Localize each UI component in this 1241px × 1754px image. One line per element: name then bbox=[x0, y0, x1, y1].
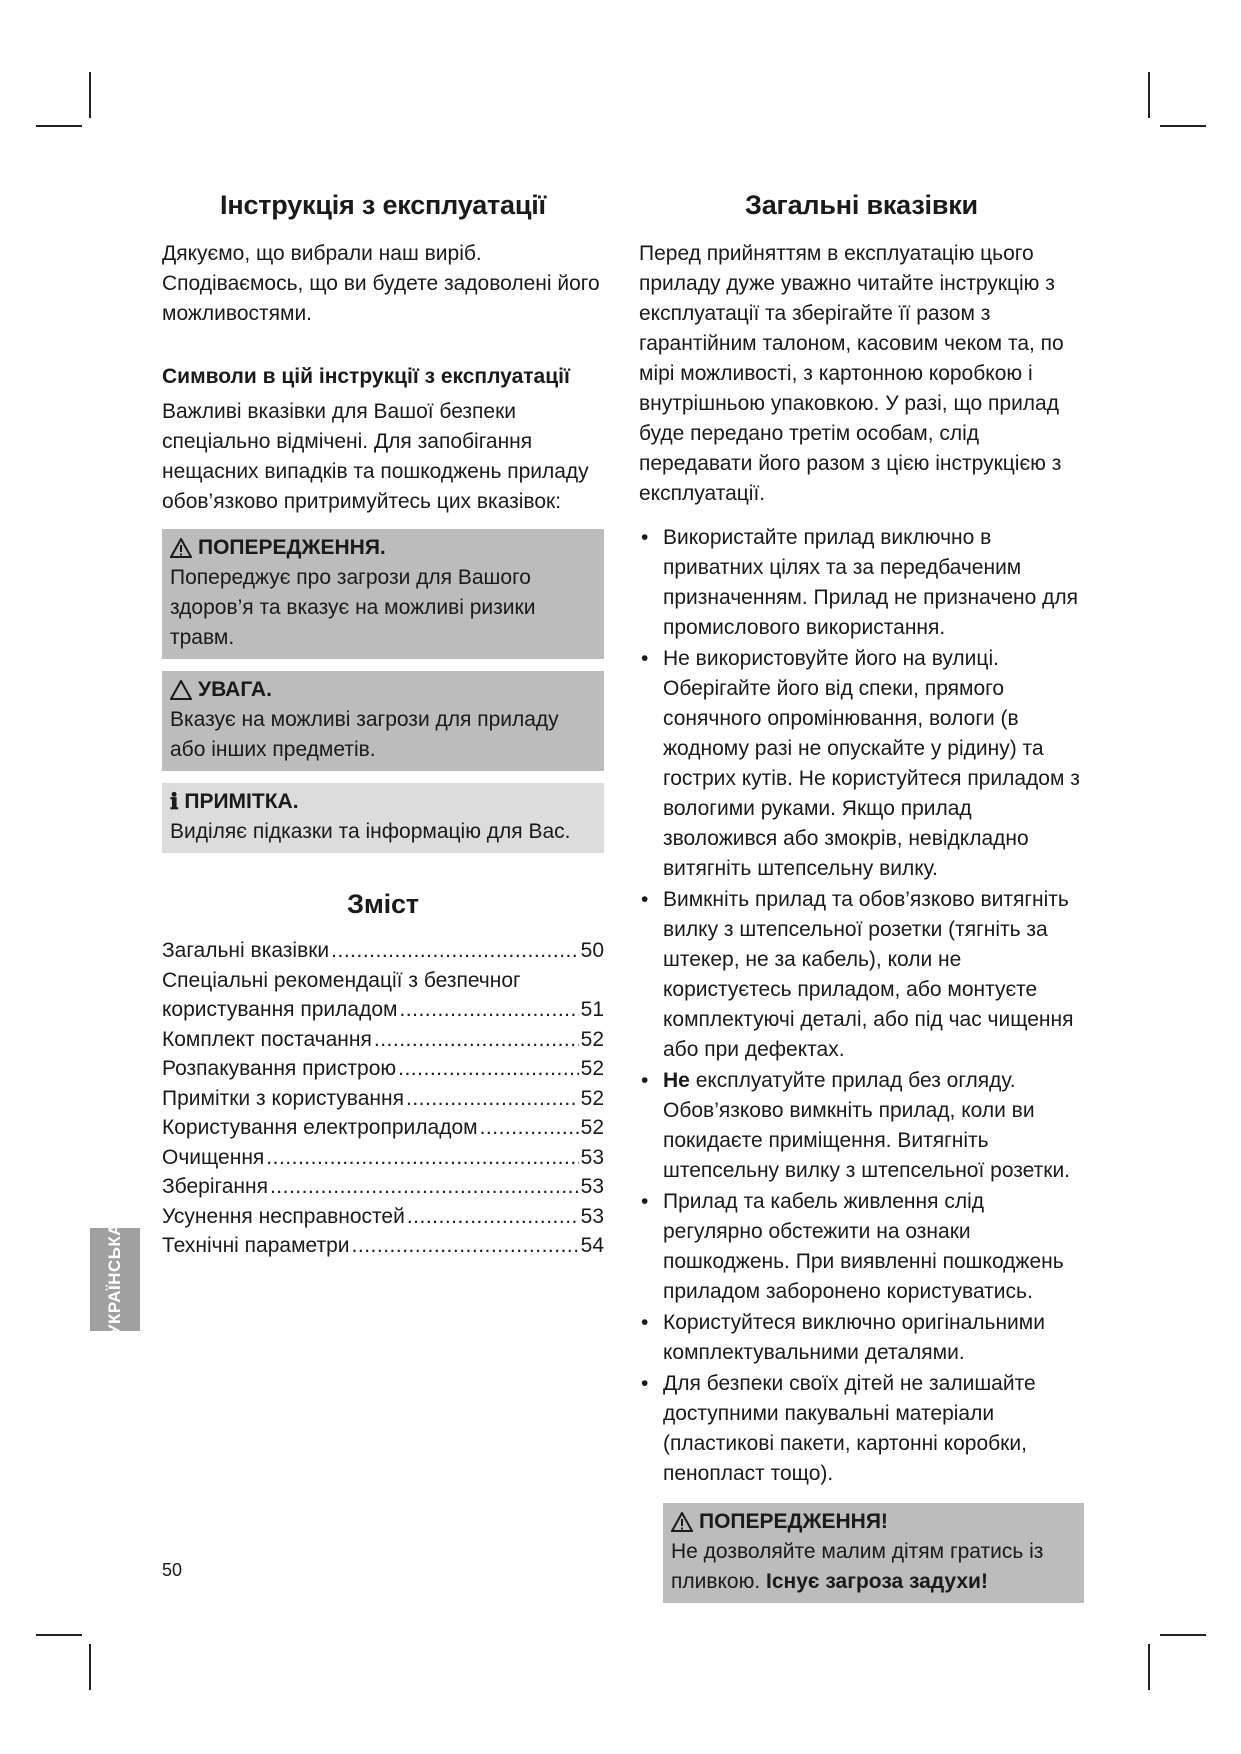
caution-triangle-icon bbox=[170, 680, 192, 700]
list-item: • Користуйтеся виключно оригінальними комплектувальними деталями. bbox=[639, 1308, 1084, 1368]
page-number: 50 bbox=[162, 1560, 183, 1580]
list-item: • Для безпеки своїх дітей не залишайте доступними пакувальні матеріали (пластикові пакети, картонні коробки, пенопласт тощо). bbox=[639, 1369, 1084, 1489]
child-warning-title: ПОПЕРЕДЖЕННЯ! bbox=[699, 1510, 888, 1533]
symbols-text: Важливі вказівки для Вашої безпеки спеціально відмічені. Для запобігання нещасних випадків та пошкоджень приладу обов’язково притримуйтесь цих вказівок: bbox=[162, 400, 589, 513]
list-item: • Не використовуйте його на вулиці. Оберігайте його від спеки, прямого сонячного опромінювання, вологи (в жодному разі не опускайте у рідину) та гострих кутів. Не користуйтеся приладом з вологими руками. Якщо прилад зволожився або змокрів, невідкладно витягніть штепсельну вилку. bbox=[639, 644, 1084, 884]
toc-item[interactable]: Спеціальні рекомендації з безпечног bbox=[162, 968, 521, 992]
child-warning-body: Не дозволяйте малим дітям гратись із пливкою. bbox=[671, 1540, 1044, 1593]
caution-box bbox=[162, 671, 604, 771]
child-warning-box bbox=[663, 1503, 1084, 1603]
table-of-contents bbox=[162, 936, 604, 1261]
list-item: • Прилад та кабель живлення слід регулярно обстежити на ознаки пошкоджень. При виявленні пошкоджень приладом заборонено користуватись. bbox=[639, 1187, 1084, 1307]
crop-mark bbox=[89, 72, 91, 118]
list-item: • Використайте прилад виключно в приватних цілях та за передбаченим призначенням. Прилад не призначено для промислового використання. bbox=[639, 523, 1084, 643]
warning-triangle-icon bbox=[671, 1512, 693, 1532]
left-column bbox=[162, 190, 604, 1261]
symbols-heading: Символи в цій інструкції з експлуатації bbox=[162, 365, 570, 388]
list-item: • Вимкніть прилад та обов’язково витягніть вилку з штепсельної розетки (тягніть за штекер, не за кабель), коли не користуєтесь приладом, або монтуєте комплектуючі деталі, або під час чищення або при дефектах. bbox=[639, 885, 1084, 1065]
info-icon: ℹ bbox=[170, 789, 179, 815]
toc-title: Зміст bbox=[347, 889, 419, 919]
general-intro-text: Перед прийняттям в експлуатацію цього приладу дуже уважно читайте інструкцію з експлуатації та зберігайте її разом з гарантійним талоном, касовим чеком та, по мірі можливості, з картонною коробкою і внутрішньою упаковкою. У разі, що прилад буде передано третім особам, слід передавати його разом з цією інструкцією з експлуатації. bbox=[639, 242, 1064, 505]
toc-item[interactable]: Очищення ..... 53 bbox=[162, 1143, 604, 1173]
note-box-body: Виділяє підказки та інформацію для Вас. bbox=[170, 820, 571, 843]
warning-box bbox=[162, 529, 604, 659]
warning-triangle-icon bbox=[170, 538, 192, 558]
toc-item[interactable]: Усунення несправностей ..... 53 bbox=[162, 1202, 604, 1232]
manual-title: Інструкція з експлуатації bbox=[220, 190, 546, 220]
note-box-title: ПРИМІТКА. bbox=[184, 790, 299, 813]
toc-item[interactable]: Технічні параметри ..... 54 bbox=[162, 1231, 604, 1261]
note-box bbox=[162, 783, 604, 853]
crop-mark bbox=[1160, 125, 1206, 127]
language-tab-label: УКРАЇНСЬКА bbox=[105, 1222, 124, 1336]
crop-mark bbox=[1160, 1634, 1206, 1636]
crop-mark bbox=[1148, 72, 1150, 118]
child-warning-emphasis: Існує загроза задухи! bbox=[766, 1570, 988, 1593]
toc-item[interactable]: Примітки з користування ..... 52 bbox=[162, 1084, 604, 1114]
toc-item[interactable]: Користування електроприладом ..... 52 bbox=[162, 1113, 604, 1143]
general-notes-title: Загальні вказівки bbox=[745, 190, 978, 220]
caution-box-title: УВАГА. bbox=[198, 678, 272, 701]
caution-box-body: Вказує на можливі загрози для приладу або інших предметів. bbox=[170, 708, 559, 761]
safety-list bbox=[639, 523, 1084, 1489]
right-column bbox=[639, 190, 1084, 1603]
intro-text: Дякуємо, що вибрали наш виріб. Сподіваємось, що ви будете задоволені його можливостями. bbox=[162, 242, 600, 325]
toc-item[interactable]: Загальні вказівки ..... 50 bbox=[162, 936, 604, 966]
crop-mark bbox=[89, 1644, 91, 1690]
list-item: • Не експлуатуйте прилад без огляду. Обов’язково вимкніть прилад, коли ви покидаєте приміщення. Витягніть штепсельну вилку з штепсельної розетки. bbox=[639, 1066, 1084, 1186]
crop-mark bbox=[36, 125, 82, 127]
toc-item[interactable]: Комплект постачання ..... 52 bbox=[162, 1025, 604, 1055]
language-tab bbox=[90, 1222, 140, 1336]
crop-mark bbox=[36, 1634, 82, 1636]
toc-item[interactable]: Розпакування пристрою ..... 52 bbox=[162, 1054, 604, 1084]
warning-box-body: Попереджує про загрози для Вашого здоров’я та вказує на можливі ризики травм. bbox=[170, 566, 536, 649]
toc-item[interactable]: користування приладом ..... 51 bbox=[162, 995, 604, 1025]
crop-mark bbox=[1148, 1644, 1150, 1690]
toc-item[interactable]: Зберігання ..... 53 bbox=[162, 1172, 604, 1202]
warning-box-title: ПОПЕРЕДЖЕННЯ. bbox=[198, 536, 386, 559]
